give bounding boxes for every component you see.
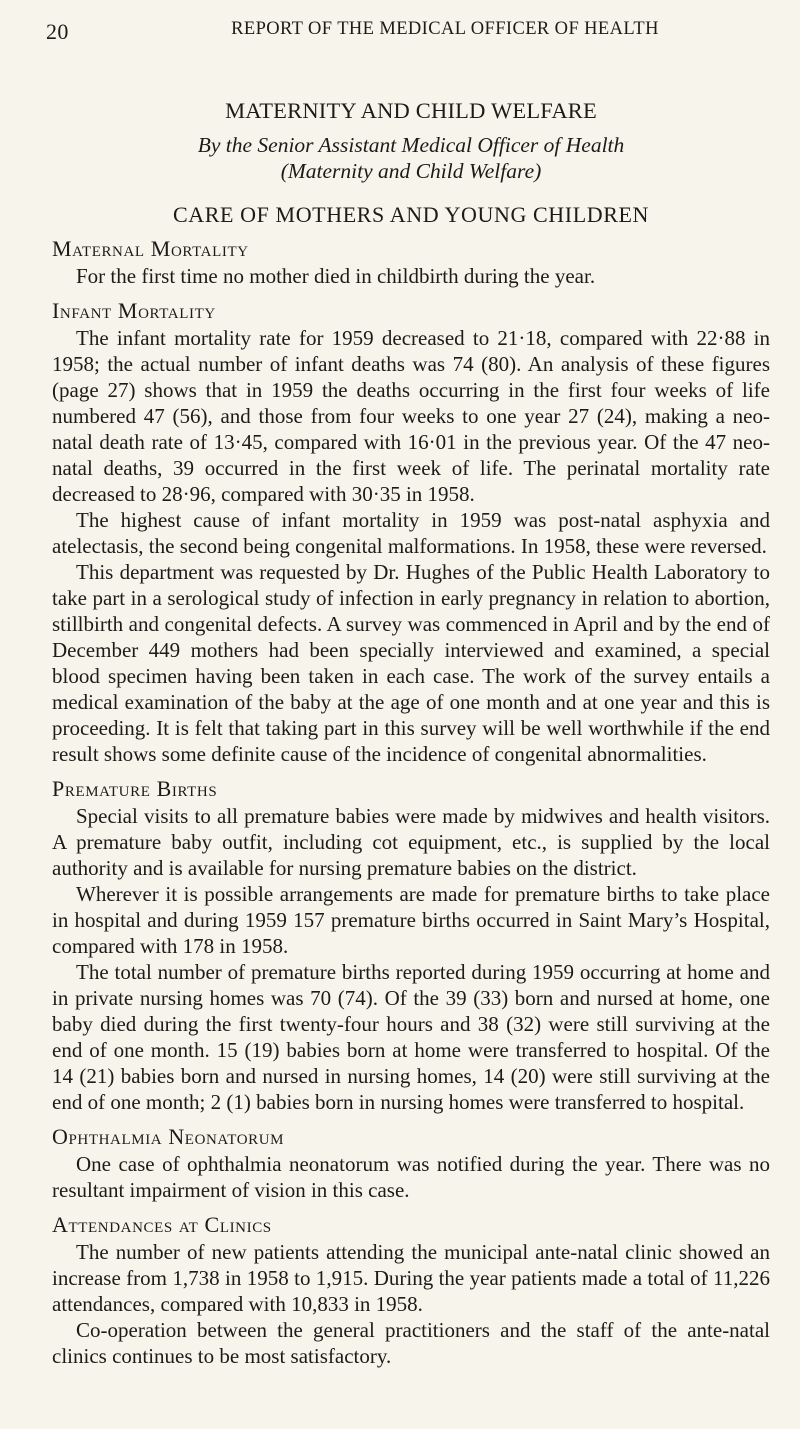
paragraph: This department was requested by Dr. Hughes of the Public Health Laboratory to take part in a serological study of infection in early pregnancy in relation to abortion, stillbirth and congenital defects. A survey was commenced in April and by the end of December 449 mothers had been specially interviewed and examined, a special blood specimen having been taken in each case. The work of the survey entails a medical examination of the baby at the age of one month and at one year and this is proceeding. It is felt that taking part in this survey will be well worthwhile if the end result shows some definite cause of the incidence of congenital abnormalities.: [52, 560, 770, 766]
main-title: MATERNITY AND CHILD WELFARE: [225, 98, 597, 123]
paragraph: The total number of premature births reported during 1959 occurring at home and in private nursing homes was 70 (74). Of the 39 (33) born and nursed at home, one baby died during the first twenty-four hours and 38 (32) were still surviving at the end of one month. 15 (19) babies born at home were transferred to hospital. Of the 14 (21) babies born and nursed in nursing homes, 14 (20) were still surviving at the end of one month; 2 (1) babies born in nursing homes were transferred to hospital.: [52, 960, 770, 1114]
subhead-maternal-mortality: Maternal Mortality: [52, 236, 249, 261]
paragraph: The number of new patients attending the municipal ante-natal clinic showed an increase from 1,738 in 1958 to 1,915. During the year patients made a total of 11,226 attendances, compared with 10,833 in 1958.: [52, 1240, 770, 1316]
subhead-premature-births: Premature Births: [52, 776, 218, 801]
section-title: CARE OF MOTHERS AND YOUNG CHILDREN: [172, 202, 650, 227]
running-header: [46, 14, 770, 48]
subhead-attendances-at-clinics: Attendances at Clinics: [52, 1212, 272, 1237]
page-number: 20: [46, 19, 69, 44]
byline: [52, 132, 770, 184]
running-title: REPORT OF THE MEDICAL OFFICER OF HEALTH: [231, 19, 659, 39]
byline-author: By the Senior Assistant Medical Officer of Health: [197, 133, 625, 157]
paragraph: Wherever it is possible arrangements are made for premature births to take place in hospital and during 1959 157 premature births occurred in Saint Mary’s Hospital, compared with 178 in 1958.: [52, 882, 770, 958]
subhead-ophthalmia-neonatorum: Ophthalmia Neonatorum: [52, 1124, 285, 1149]
byline-department: (Maternity and Child Welfare): [280, 159, 542, 183]
paragraph: Co-operation between the general practitioners and the staff of the ante-natal clinics continues to be most satisfactory.: [52, 1318, 770, 1368]
paragraph: The highest cause of infant mortality in 1959 was post-natal asphyxia and atelectasis, the second being congenital malformations. In 1958, these were reversed.: [52, 508, 770, 558]
paragraph: Special visits to all premature babies were made by midwives and health visitors. A premature baby outfit, including cot equipment, etc., is supplied by the local authority and is available for nursing premature babies on the district.: [52, 804, 770, 880]
paragraph: The infant mortality rate for 1959 decreased to 21·18, compared with 22·88 in 1958; the actual number of infant deaths was 74 (80). An analysis of these figures (page 27) shows that in 1959 the deaths occurring in the first four weeks of life numbered 47 (56), and those from four weeks to one year 27 (24), making a neo-natal death rate of 13·45, compared with 16·01 in the previous year. Of the 47 neo-natal deaths, 39 occurred in the first week of life. The perinatal mortality rate decreased to 28·96, compared with 30·35 in 1958.: [52, 326, 770, 506]
paragraph: One case of ophthalmia neonatorum was notified during the year. There was no resultant impairment of vision in this case.: [52, 1152, 770, 1202]
subhead-infant-mortality: Infant Mortality: [52, 298, 216, 323]
paragraph: For the first time no mother died in childbirth during the year.: [76, 264, 596, 288]
